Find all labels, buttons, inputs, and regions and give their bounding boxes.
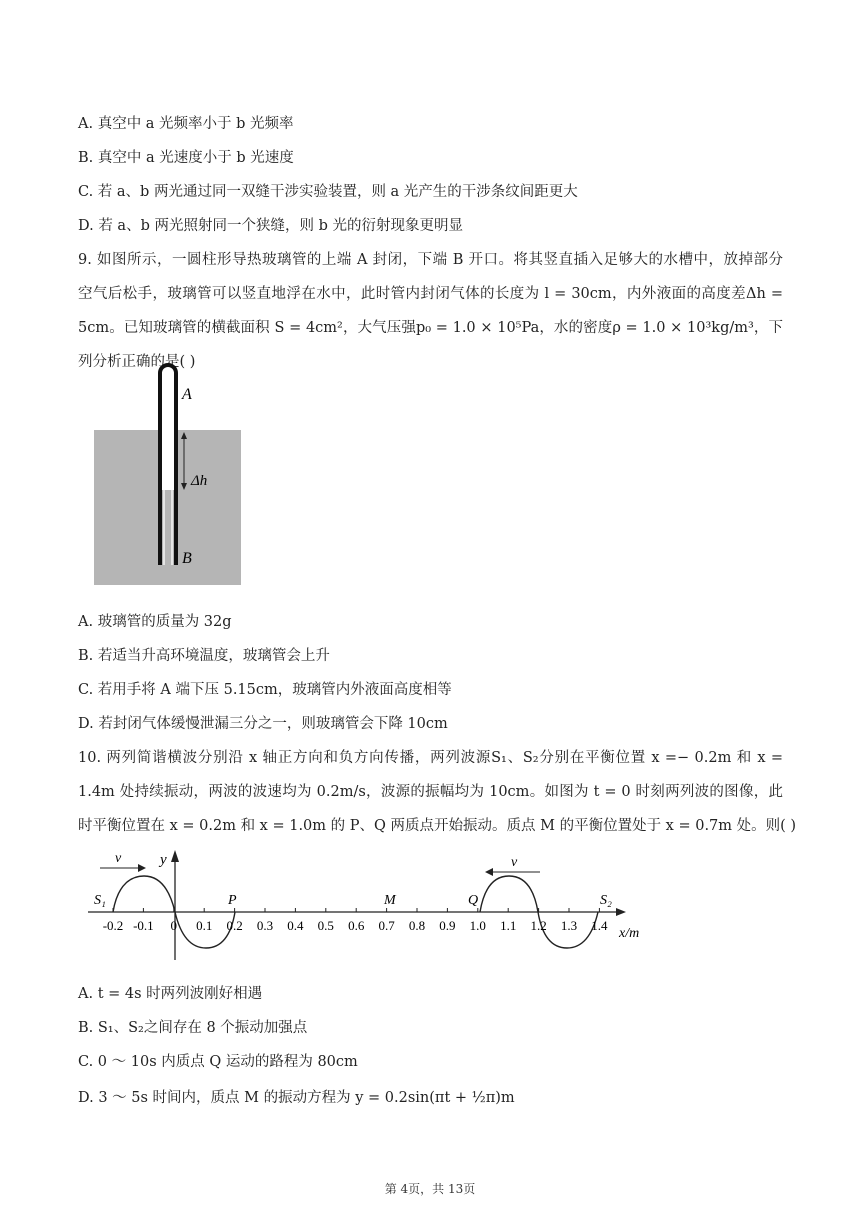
x-tick-label: 0.6	[348, 918, 365, 933]
left-velocity-arrowhead	[138, 864, 146, 872]
q10-option-c: C. 0 ～ 10s 内质点 Q 运动的路程为 80cm	[78, 1054, 358, 1070]
q9-stem-line-1: 9. 如图所示，一圆柱形导热玻璃管的上端 A 封闭，下端 B 开口。将其竖直插入足够大的水槽中，放掉部分	[78, 252, 783, 268]
x-tick-label: 1.0	[469, 918, 486, 933]
q9-stem-line-4: 列分析正确的是( )	[78, 354, 196, 370]
point-q-label: Q	[468, 893, 479, 908]
q8-option-c: C. 若 a、b 两光通过同一双缝干涉实验装置，则 a 光产生的干涉条纹间距更大	[78, 184, 578, 200]
point-s2-label: S₂	[600, 893, 612, 908]
x-tick-label: 1.2	[530, 918, 547, 933]
trapped-air-column	[162, 430, 174, 490]
y-axis-arrow	[171, 850, 179, 862]
x-tick-label: 1.1	[500, 918, 517, 933]
right-velocity-label: v	[511, 855, 518, 870]
right-velocity-arrowhead	[485, 868, 493, 876]
x-axis-arrow	[616, 908, 626, 916]
q10-stem-line-1: 10. 两列简谐横波分别沿 x 轴正方向和负方向传播，两列波源S₁、S₂分别在平衡位置 x =− 0.2m 和 x =	[78, 750, 783, 766]
x-tick-label: 1.3	[560, 918, 578, 933]
q10-option-b: B. S₁、S₂之间存在 8 个振动加强点	[78, 1020, 308, 1036]
page-footer: 第 4页，共 13页	[384, 1182, 476, 1196]
q10-option-d: D. 3 ～ 5s 时间内，质点 M 的振动方程为 y = 0.2sin(πt + ½π)m	[78, 1090, 515, 1106]
y-axis-label: y	[160, 852, 167, 868]
x-tick-label: 0.3	[256, 918, 274, 933]
x-tick-label: 0	[170, 918, 178, 933]
q8-option-b: B. 真空中 a 光速度小于 b 光速度	[78, 150, 294, 166]
x-tick-label: 1.4	[591, 918, 608, 933]
q10-option-a: A. t = 4s 时两列波刚好相遇	[78, 986, 263, 1002]
q9-stem-line-2: 空气后松手，玻璃管可以竖直地浮在水中，此时管内封闭气体的长度为 l = 30cm，内外液面的高度差Δh =	[78, 286, 783, 302]
x-tick-label: 0.5	[317, 918, 334, 933]
x-tick-label: -0.2	[102, 918, 124, 933]
q8-option-a: A. 真空中 a 光频率小于 b 光频率	[78, 116, 294, 132]
x-axis-label: x/m	[619, 926, 640, 941]
q9-option-b: B. 若适当升高环境温度，玻璃管会上升	[78, 648, 330, 664]
tube-bottom-label: B	[182, 550, 192, 567]
floating-tube-figure	[94, 355, 244, 590]
left-velocity-label: v	[115, 851, 122, 866]
q9-option-d: D. 若封闭气体缓慢泄漏三分之一，则玻璃管会下降 10cm	[78, 716, 448, 732]
point-p-label: P	[228, 893, 237, 908]
x-tick-label: 0.8	[408, 918, 426, 933]
q10-stem-line-3: 时平衡位置在 x = 0.2m 和 x = 1.0m 的 P、Q 两质点开始振动。质点 M 的平衡位置处于 x = 0.7m 处。则( )	[78, 818, 797, 834]
delta-h-label: Δh	[191, 473, 208, 489]
tube-top-label: A	[182, 386, 192, 403]
point-s1-label: S₁	[94, 893, 106, 908]
x-tick-label: 0.2	[226, 918, 243, 933]
q10-stem-line-2: 1.4m 处持续振动，两波的波速均为 0.2m/s，波源的振幅均为 10cm。如图为 t = 0 时刻两列波的图像，此	[78, 784, 783, 800]
x-tick-label: 0.1	[196, 918, 213, 933]
q9-option-c: C. 若用手将 A 端下压 5.15cm，玻璃管内外液面高度相等	[78, 682, 452, 698]
q8-option-d: D. 若 a、b 两光照射同一个狭缝，则 b 光的衍射现象更明显	[78, 218, 463, 234]
point-m-label: M	[384, 893, 396, 908]
wave-figure	[88, 842, 650, 967]
x-tick-label: -0.1	[133, 918, 154, 933]
x-tick-label: 0.7	[378, 918, 395, 933]
x-tick-label: 0.4	[287, 918, 304, 933]
q9-stem-line-3: 5cm。已知玻璃管的横截面积 S = 4cm²，大气压强p₀ = 1.0 × 10⁵Pa，水的密度ρ = 1.0 × 10³kg/m³，下	[78, 320, 783, 336]
q9-option-a: A. 玻璃管的质量为 32g	[78, 614, 232, 630]
x-tick-label: 0.9	[439, 918, 456, 933]
